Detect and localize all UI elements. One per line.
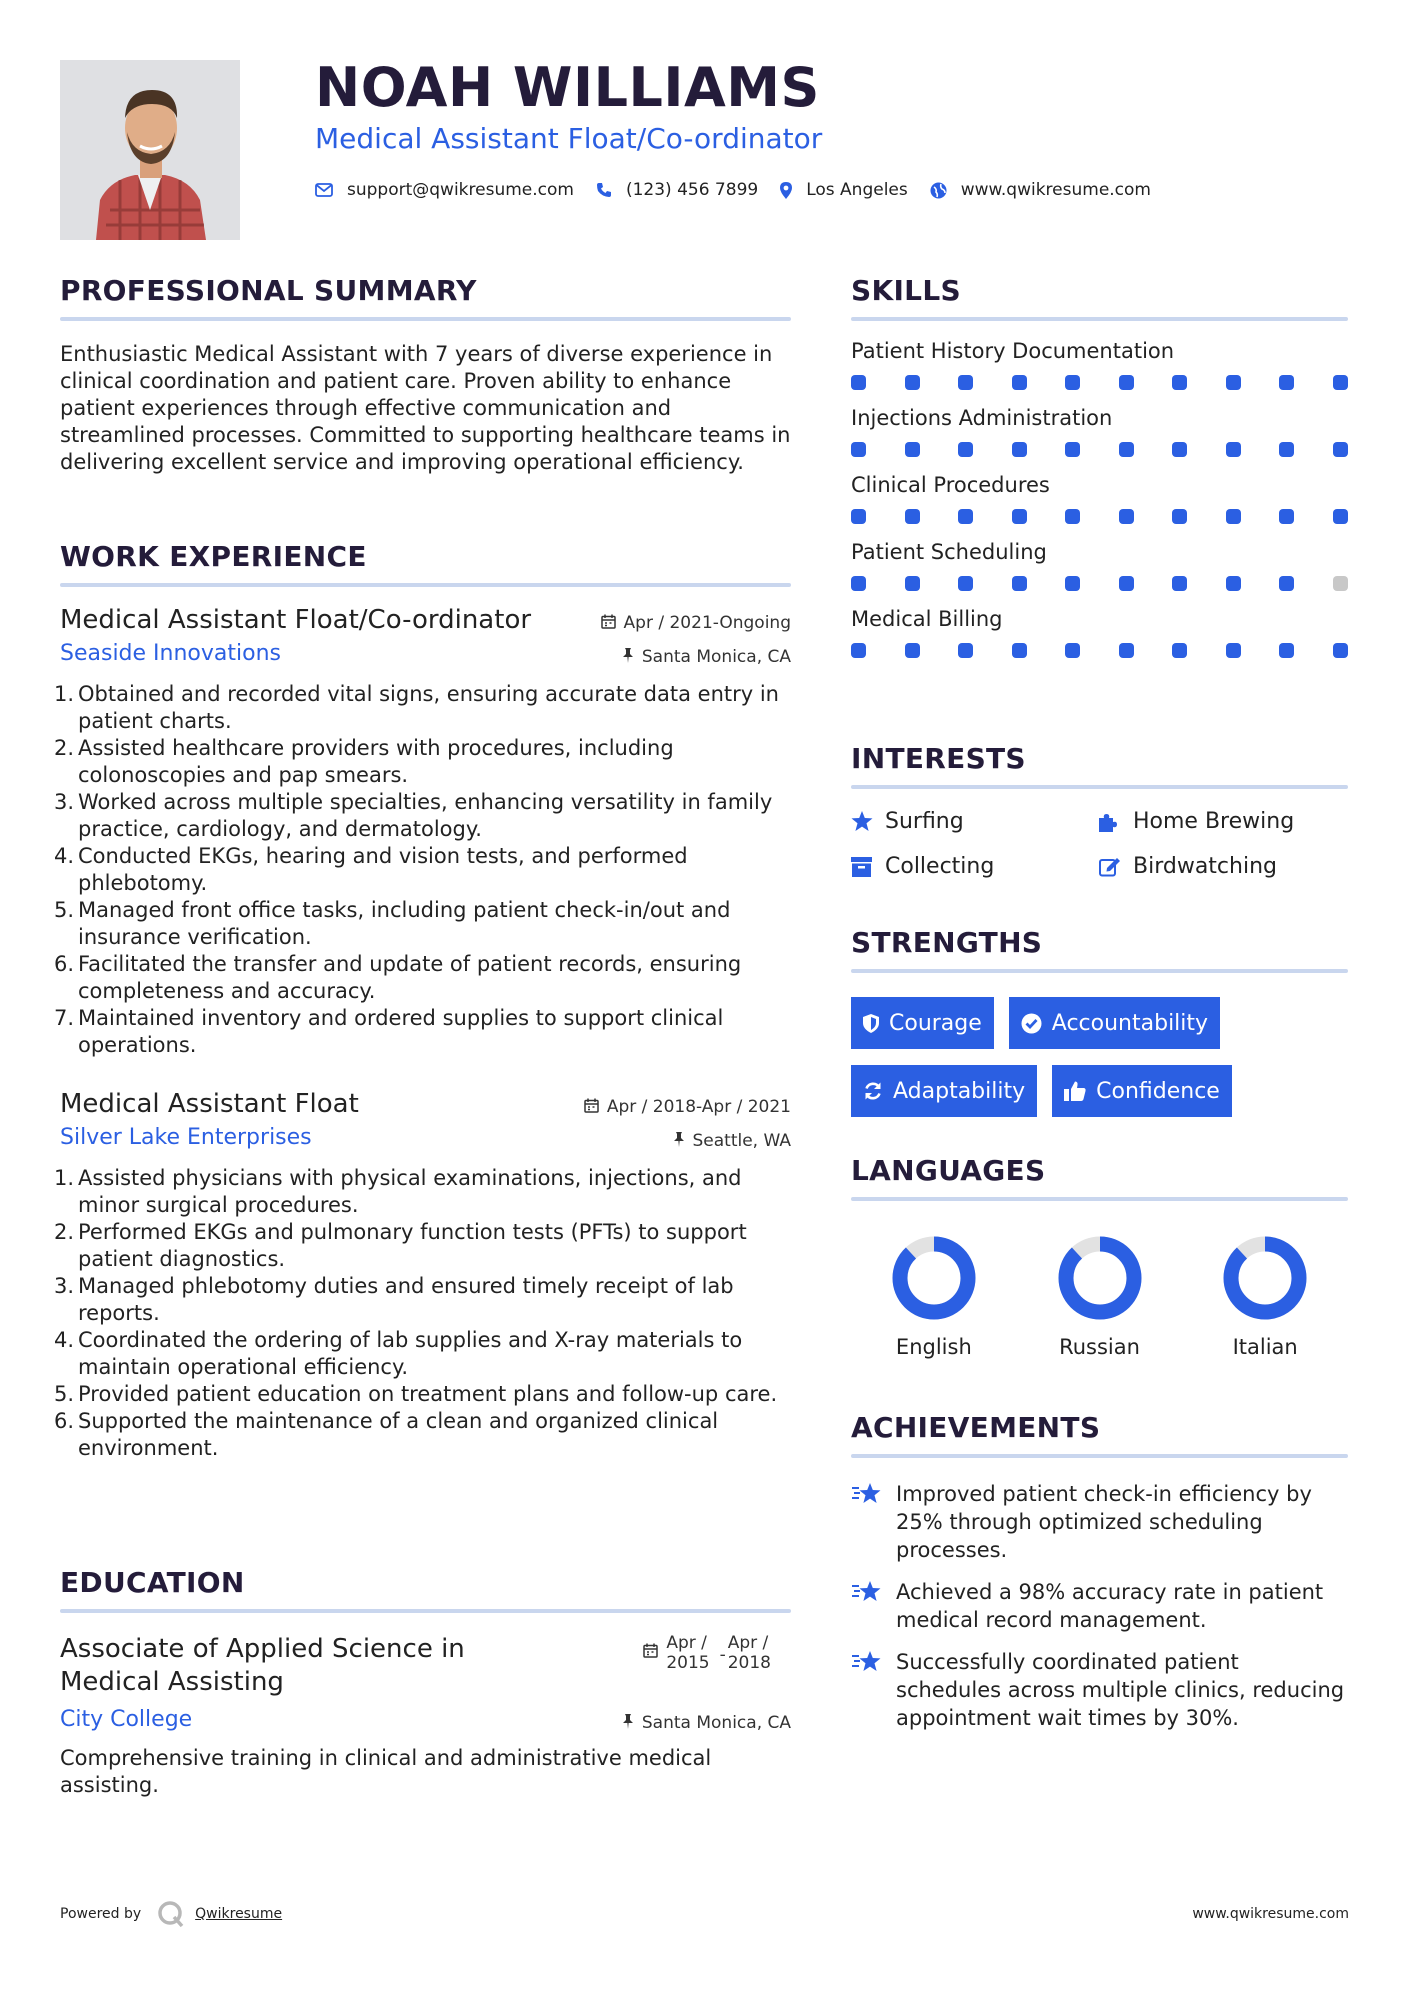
summary-text: Enthusiastic Medical Assistant with 7 years of diverse experience in clinical coordination and patient care. Proven ability to enhance patient experiences through effective communication and streamlined processes. Committed to supporting healthcare teams in delivering excellent service and improving operational efficiency. [60, 342, 791, 474]
strength-badge [1052, 1065, 1232, 1117]
education-description: Comprehensive training in clinical and administrative medical assisting. [60, 1746, 712, 1797]
contact-location [780, 180, 908, 200]
skills-section [851, 274, 1348, 674]
map-pin-icon [780, 182, 792, 199]
pin-icon [622, 1714, 634, 1733]
profile-photo [60, 60, 240, 240]
company-name[interactable]: Silver Lake Enterprises [60, 1125, 312, 1150]
section-divider [60, 1609, 791, 1613]
check-circle-icon [1021, 1013, 1042, 1034]
strengths-section [851, 926, 1348, 1117]
strength-label: Confidence [1096, 1078, 1220, 1104]
skill-rating [851, 643, 1348, 658]
donut-fill [1231, 1244, 1299, 1312]
rating-dot-filled [1226, 375, 1241, 390]
achievements-list [851, 1480, 1348, 1732]
contact-website-text: www.qwikresume.com [960, 180, 1151, 200]
phone-icon [596, 182, 612, 198]
interest-label: Surfing [885, 809, 964, 834]
section-divider [851, 785, 1348, 789]
star-trophy-icon [851, 1578, 896, 1634]
star-icon [851, 811, 885, 832]
section-divider [851, 1197, 1348, 1201]
skill-item [851, 540, 1348, 591]
degree-line: Medical Assisting [60, 1667, 284, 1697]
rating-dot-filled [851, 576, 866, 591]
list-item: 3. Worked across multiple specialties, enhancing versatility in family practice, cardiology, and dermatology. [54, 790, 773, 841]
skill-name: Clinical Procedures [851, 473, 1050, 497]
job-title: Medical Assistant Float/Co-ordinator [60, 605, 532, 635]
list-item: 5. Provided patient education on treatment plans and follow-up care. [54, 1382, 778, 1406]
achievements-heading: ACHIEVEMENTS [851, 1411, 1101, 1444]
strengths-badges [851, 997, 1348, 1117]
achievement-text: Successfully coordinated patient schedules across multiple clinics, reducing appointment wait times by 30%. [896, 1650, 1345, 1730]
job-location [622, 647, 791, 667]
rating-dot-filled [1012, 442, 1027, 457]
refresh-icon [863, 1081, 883, 1101]
rating-dot-filled [1119, 509, 1134, 524]
languages-section [851, 1154, 1348, 1359]
contact-phone-text: (123) 456 7899 [625, 180, 759, 200]
achievement-item [851, 1480, 1348, 1564]
skill-item [851, 406, 1348, 457]
rating-dot-filled [905, 576, 920, 591]
calendar-icon [601, 614, 616, 633]
interests-grid [851, 809, 1348, 879]
rating-dot-filled [1172, 643, 1187, 658]
strength-badge [1009, 997, 1220, 1049]
interest-label: Birdwatching [1133, 854, 1277, 879]
rating-dot-filled [1279, 643, 1294, 658]
donut-fill [1066, 1244, 1134, 1312]
job-bullets [54, 681, 791, 1059]
school-location [622, 1713, 791, 1733]
edit-icon [1099, 856, 1133, 877]
list-item: 6. Supported the maintenance of a clean and organized clinical environment. [54, 1409, 719, 1460]
rating-dot-filled [851, 509, 866, 524]
star-trophy-icon [851, 1648, 896, 1732]
rating-dot-filled [1172, 375, 1187, 390]
company-name[interactable]: Seaside Innovations [60, 641, 281, 666]
rating-dot-filled [1333, 509, 1348, 524]
globe-icon [930, 182, 947, 199]
achievement-text: Improved patient check-in efficiency by 25% through optimized scheduling processes. [896, 1482, 1312, 1562]
language-donut [1222, 1235, 1308, 1321]
experience-section [54, 540, 791, 1462]
rating-dot-filled [851, 375, 866, 390]
rating-dot-filled [851, 643, 866, 658]
section-divider [60, 583, 791, 587]
achievement-item [851, 1578, 1348, 1634]
end-date: Apr / 2018 [727, 1633, 771, 1673]
job-location-text: Santa Monica, CA [641, 647, 791, 667]
skill-rating [851, 442, 1348, 457]
rating-dot-filled [958, 442, 973, 457]
skill-rating [851, 576, 1348, 591]
rating-dot-filled [1012, 509, 1027, 524]
strengths-heading: STRENGTHS [851, 926, 1043, 959]
list-item: 1. Assisted physicians with physical examinations, injections, and minor surgical procedures. [54, 1166, 742, 1217]
rating-dot-filled [1279, 442, 1294, 457]
strength-label: Adaptability [893, 1078, 1026, 1104]
envelope-icon [315, 183, 333, 197]
interest-item [851, 854, 1099, 879]
powered-by-text: Powered by [60, 1906, 142, 1922]
job-title: Medical Assistant Float [60, 1089, 359, 1119]
section-divider [851, 969, 1348, 973]
achievements-section [851, 1411, 1348, 1746]
rating-dot-filled [1119, 375, 1134, 390]
contact-phone[interactable] [596, 180, 758, 200]
job-date-text: Apr / 2021-Ongoing [623, 613, 791, 633]
section-divider [851, 1454, 1348, 1458]
footer-website[interactable]: www.qwikresume.com [1192, 1906, 1349, 1922]
job-bullets [54, 1165, 791, 1462]
school-location-text: Santa Monica, CA [641, 1713, 791, 1733]
qwikresume-logo-icon [157, 1900, 185, 1928]
rating-dot-filled [1279, 375, 1294, 390]
footer-powered-by [60, 1900, 282, 1928]
list-item: 1. Obtained and recorded vital signs, ensuring accurate data entry in patient charts. [54, 682, 779, 733]
languages-heading: LANGUAGES [851, 1154, 1046, 1187]
section-divider [851, 317, 1348, 321]
rating-dot-filled [1172, 509, 1187, 524]
language-name: Russian [1059, 1335, 1140, 1359]
school-name[interactable]: City College [60, 1707, 193, 1732]
rating-dot-filled [1333, 375, 1348, 390]
list-item: 2. Performed EKGs and pulmonary function tests (PFTs) to support patient diagnostics. [54, 1220, 747, 1271]
rating-dot-empty [1333, 576, 1348, 591]
star-trophy-icon [851, 1480, 896, 1564]
contact-bar [315, 180, 1173, 200]
summary-heading: PROFESSIONAL SUMMARY [60, 274, 477, 307]
rating-dot-filled [958, 375, 973, 390]
contact-email[interactable] [315, 180, 574, 200]
list-item: 2. Assisted healthcare providers with procedures, including colonoscopies and pap smears. [54, 736, 674, 787]
degree-line: Associate of Applied Science in [60, 1634, 465, 1664]
language-item [1182, 1235, 1348, 1359]
language-donut [891, 1235, 977, 1321]
rating-dot-filled [1119, 643, 1134, 658]
strength-badge [851, 1065, 1037, 1117]
languages-list [851, 1235, 1348, 1359]
list-item: 3. Managed phlebotomy duties and ensured timely receipt of lab reports. [54, 1274, 734, 1325]
rating-dot-filled [1226, 509, 1241, 524]
rating-dot-filled [905, 442, 920, 457]
rating-dot-filled [1226, 643, 1241, 658]
skill-item [851, 473, 1348, 524]
language-name: English [895, 1335, 972, 1359]
candidate-role: Medical Assistant Float/Co-ordinator [315, 122, 823, 155]
rating-dot-filled [851, 442, 866, 457]
rating-dot-filled [1012, 375, 1027, 390]
interest-item [1099, 854, 1348, 879]
list-item: 4. Conducted EKGs, hearing and vision tests, and performed phlebotomy. [54, 844, 688, 895]
rating-dot-filled [1333, 442, 1348, 457]
rating-dot-filled [1226, 442, 1241, 457]
calendar-icon [643, 1643, 658, 1663]
rating-dot-filled [1279, 509, 1294, 524]
job-date-text: Apr / 2018-Apr / 2021 [606, 1097, 791, 1117]
rating-dot-filled [1333, 643, 1348, 658]
rating-dot-filled [1012, 643, 1027, 658]
rating-dot-filled [1119, 576, 1134, 591]
rating-dot-filled [958, 643, 973, 658]
interest-item [851, 809, 1099, 834]
education-dates: Apr / 2015 - Apr / 2018 [643, 1633, 771, 1673]
contact-location-text: Los Angeles [806, 180, 908, 200]
list-item: 5. Managed front office tasks, including patient check-in/out and insurance verification. [54, 898, 731, 949]
contact-email-text: support@qwikresume.com [347, 180, 574, 200]
skills-heading: SKILLS [851, 274, 961, 307]
job-location-text: Seattle, WA [692, 1131, 791, 1151]
rating-dot-filled [1119, 442, 1134, 457]
interest-label: Home Brewing [1133, 809, 1295, 834]
rating-dot-filled [1065, 509, 1080, 524]
rating-dot-filled [1172, 576, 1187, 591]
pin-icon [673, 1132, 685, 1151]
list-item: 4. Coordinated the ordering of lab supplies and X-ray materials to maintain operational efficiency. [54, 1328, 743, 1379]
strength-badge [851, 997, 994, 1049]
rating-dot-filled [958, 509, 973, 524]
rating-dot-filled [1065, 576, 1080, 591]
interests-heading: INTERESTS [851, 742, 1026, 775]
rating-dot-filled [1226, 576, 1241, 591]
rating-dot-filled [905, 509, 920, 524]
interest-label: Collecting [885, 854, 995, 879]
puzzle-icon [1099, 812, 1133, 832]
job-location [673, 1131, 792, 1151]
strength-label: Courage [889, 1010, 982, 1036]
section-divider [60, 317, 791, 321]
rating-dot-filled [1065, 643, 1080, 658]
donut-fill [900, 1244, 968, 1312]
language-item [1017, 1235, 1183, 1359]
rating-dot-filled [1012, 576, 1027, 591]
skill-rating [851, 375, 1348, 390]
rating-dot-filled [1172, 442, 1187, 457]
skill-name: Injections Administration [851, 406, 1113, 430]
job-date [584, 1097, 791, 1117]
experience-heading: WORK EXPERIENCE [60, 540, 367, 573]
pin-icon [622, 648, 634, 667]
strength-label: Accountability [1051, 1010, 1209, 1036]
education-section [60, 1566, 791, 1799]
skills-list [851, 339, 1348, 658]
thumbs-up-icon [1064, 1081, 1086, 1101]
rating-dot-filled [1279, 576, 1294, 591]
skill-rating [851, 509, 1348, 524]
archive-icon [851, 857, 885, 877]
language-donut [1057, 1235, 1143, 1321]
skill-name: Patient Scheduling [851, 540, 1047, 564]
achievement-text: Achieved a 98% accuracy rate in patient medical record management. [896, 1580, 1324, 1632]
list-item: 7. Maintained inventory and ordered supplies to support clinical operations. [54, 1006, 724, 1057]
job-entry [54, 1089, 791, 1462]
rating-dot-filled [1065, 375, 1080, 390]
interests-section [851, 742, 1348, 879]
interest-item [1099, 809, 1348, 834]
job-date [601, 613, 791, 633]
achievement-item [851, 1648, 1348, 1732]
education-heading: EDUCATION [60, 1566, 245, 1599]
brand-link[interactable]: Qwikresume [195, 1906, 283, 1922]
summary-section [60, 274, 791, 476]
calendar-icon [584, 1098, 599, 1117]
rating-dot-filled [958, 576, 973, 591]
rating-dot-filled [905, 643, 920, 658]
language-item [851, 1235, 1017, 1359]
job-entry [54, 605, 791, 1059]
rating-dot-filled [1065, 442, 1080, 457]
contact-website[interactable] [930, 180, 1151, 200]
candidate-name: NOAH WILLIAMS [315, 56, 820, 119]
skill-item [851, 339, 1348, 390]
skill-name: Patient History Documentation [851, 339, 1175, 363]
list-item: 6. Facilitated the transfer and update of patient records, ensuring completeness and accuracy. [54, 952, 742, 1003]
start-date: Apr / 2015 [666, 1633, 710, 1673]
skill-item [851, 607, 1348, 658]
rating-dot-filled [905, 375, 920, 390]
skill-name: Medical Billing [851, 607, 1003, 631]
language-name: Italian [1232, 1335, 1298, 1359]
shield-icon [863, 1014, 879, 1033]
